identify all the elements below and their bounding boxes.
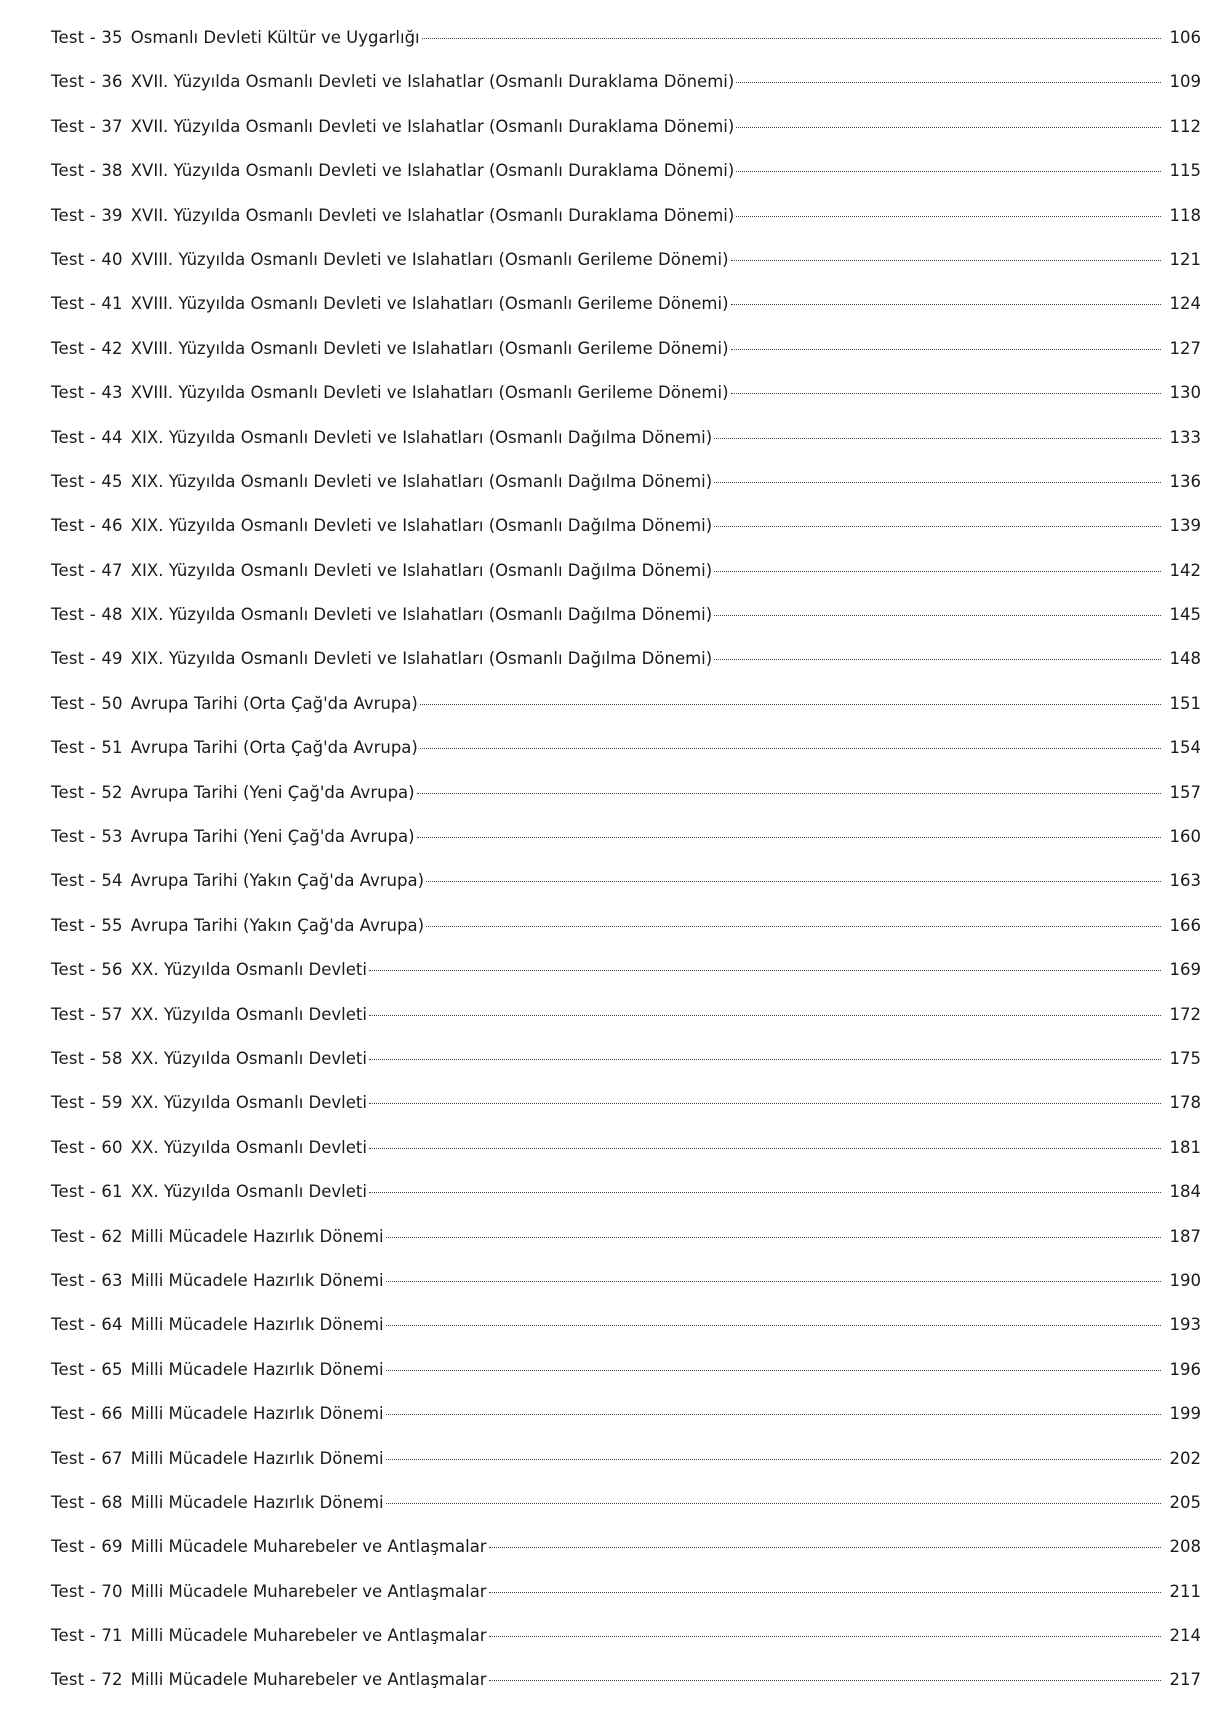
dot-leader — [369, 970, 1161, 971]
test-number: Test - 56 — [51, 960, 123, 980]
test-number: Test - 63 — [51, 1270, 123, 1290]
dot-leader — [736, 127, 1161, 128]
page-number: 136 — [1169, 471, 1201, 491]
test-title: Milli Mücadele Hazırlık Dönemi — [130, 1359, 384, 1379]
page-number: 112 — [1169, 116, 1201, 136]
test-number: Test - 48 — [51, 605, 123, 625]
toc-entry[interactable] — [51, 738, 1201, 782]
test-title: XVIII. Yüzyılda Osmanlı Devleti ve Islahatları (Osmanlı Gerileme Dönemi) — [130, 249, 729, 269]
toc-entry[interactable] — [51, 649, 1201, 693]
dot-leader — [736, 216, 1161, 217]
page-number: 124 — [1169, 294, 1201, 314]
test-title: XVII. Yüzyılda Osmanlı Devleti ve Islahatlar (Osmanlı Duraklama Dönemi) — [130, 205, 735, 225]
page-number: 196 — [1169, 1359, 1201, 1379]
page-number: 142 — [1169, 560, 1201, 580]
test-title: Milli Mücadele Hazırlık Dönemi — [130, 1492, 384, 1512]
dot-leader — [714, 659, 1161, 660]
page-number: 214 — [1169, 1626, 1201, 1646]
dot-leader — [731, 304, 1161, 305]
toc-entry[interactable] — [51, 1271, 1201, 1315]
toc-entry[interactable] — [51, 1360, 1201, 1404]
test-number: Test - 47 — [51, 560, 123, 580]
test-title: XIX. Yüzyılda Osmanlı Devleti ve Islahatları (Osmanlı Dağılma Dönemi) — [130, 560, 713, 580]
dot-leader — [736, 82, 1161, 83]
dot-leader — [422, 38, 1161, 39]
toc-entry[interactable] — [51, 1315, 1201, 1359]
page-number: 163 — [1169, 871, 1201, 891]
toc-entry[interactable] — [51, 1227, 1201, 1271]
page-number: 118 — [1169, 205, 1201, 225]
test-title: Milli Mücadele Hazırlık Dönemi — [130, 1315, 384, 1335]
page-number: 190 — [1169, 1270, 1201, 1290]
test-title: XIX. Yüzyılda Osmanlı Devleti ve Islahatları (Osmanlı Dağılma Dönemi) — [130, 649, 713, 669]
test-number: Test - 40 — [51, 249, 123, 269]
test-title: Milli Mücadele Muharebeler ve Antlaşmalar — [130, 1581, 487, 1601]
toc-entry[interactable] — [51, 1537, 1201, 1581]
page-number: 106 — [1169, 28, 1201, 47]
page-number: 121 — [1169, 249, 1201, 269]
test-title: XVIII. Yüzyılda Osmanlı Devleti ve Islahatları (Osmanlı Gerileme Dönemi) — [130, 294, 729, 314]
test-number: Test - 38 — [51, 161, 123, 181]
page-number: 211 — [1169, 1581, 1201, 1601]
test-title: XX. Yüzyılda Osmanlı Devleti — [130, 1182, 367, 1202]
page-number: 169 — [1169, 960, 1201, 980]
dot-leader — [369, 1103, 1161, 1104]
page-number: 130 — [1169, 383, 1201, 403]
page-number: 202 — [1169, 1448, 1201, 1468]
test-number: Test - 39 — [51, 205, 123, 225]
test-number: Test - 61 — [51, 1182, 123, 1202]
page-number: 181 — [1169, 1137, 1201, 1157]
test-title: Milli Mücadele Muharebeler ve Antlaşmalar — [130, 1670, 487, 1690]
test-title: XX. Yüzyılda Osmanlı Devleti — [130, 1093, 367, 1113]
test-title: XIX. Yüzyılda Osmanlı Devleti ve Islahatları (Osmanlı Dağılma Dönemi) — [130, 427, 713, 447]
test-number: Test - 36 — [51, 72, 123, 92]
page-number: 187 — [1169, 1226, 1201, 1246]
toc-entry[interactable] — [51, 1182, 1201, 1226]
dot-leader — [420, 748, 1161, 749]
toc-entry[interactable] — [51, 605, 1201, 649]
test-number: Test - 72 — [51, 1670, 123, 1690]
test-number: Test - 46 — [51, 516, 123, 536]
toc-entry[interactable] — [51, 960, 1201, 1004]
test-number: Test - 54 — [51, 871, 123, 891]
page-number: 148 — [1169, 649, 1201, 669]
test-number: Test - 35 — [51, 28, 123, 47]
dot-leader — [386, 1459, 1161, 1460]
test-number: Test - 50 — [51, 693, 123, 713]
test-number: Test - 45 — [51, 471, 123, 491]
dot-leader — [714, 615, 1161, 616]
toc-entry[interactable] — [51, 28, 1201, 72]
toc-entry[interactable] — [51, 383, 1201, 427]
test-title: Avrupa Tarihi (Yeni Çağ'da Avrupa) — [130, 827, 415, 847]
test-title: XX. Yüzyılda Osmanlı Devleti — [130, 960, 367, 980]
page-number: 109 — [1169, 72, 1201, 92]
dot-leader — [731, 260, 1161, 261]
test-number: Test - 49 — [51, 649, 123, 669]
test-title: Avrupa Tarihi (Orta Çağ'da Avrupa) — [130, 693, 418, 713]
test-title: XX. Yüzyılda Osmanlı Devleti — [130, 1004, 367, 1024]
dot-leader — [386, 1503, 1161, 1504]
dot-leader — [714, 571, 1161, 572]
page-number: 160 — [1169, 827, 1201, 847]
toc-entry[interactable] — [51, 117, 1201, 161]
test-title: Milli Mücadele Muharebeler ve Antlaşmalar — [130, 1537, 487, 1557]
toc-entry[interactable] — [51, 1093, 1201, 1137]
table-of-contents — [51, 28, 1201, 1715]
toc-entry[interactable] — [51, 250, 1201, 294]
page-number: 205 — [1169, 1492, 1201, 1512]
toc-entry[interactable] — [51, 1005, 1201, 1049]
test-number: Test - 70 — [51, 1581, 123, 1601]
test-number: Test - 53 — [51, 827, 123, 847]
toc-entry[interactable] — [51, 1404, 1201, 1448]
toc-entry[interactable] — [51, 516, 1201, 560]
toc-entry[interactable] — [51, 72, 1201, 116]
toc-entry[interactable] — [51, 294, 1201, 338]
page-number: 145 — [1169, 605, 1201, 625]
dot-leader — [369, 1059, 1161, 1060]
test-number: Test - 41 — [51, 294, 123, 314]
dot-leader — [386, 1370, 1161, 1371]
test-number: Test - 68 — [51, 1492, 123, 1512]
toc-entry[interactable] — [51, 694, 1201, 738]
page-number: 217 — [1169, 1670, 1201, 1690]
toc-entry[interactable] — [51, 161, 1201, 205]
toc-entry[interactable] — [51, 1049, 1201, 1093]
dot-leader — [714, 526, 1161, 527]
toc-entry[interactable] — [51, 1449, 1201, 1493]
page-number: 184 — [1169, 1182, 1201, 1202]
test-title: XIX. Yüzyılda Osmanlı Devleti ve Islahatları (Osmanlı Dağılma Dönemi) — [130, 516, 713, 536]
test-number: Test - 67 — [51, 1448, 123, 1468]
dot-leader — [386, 1414, 1161, 1415]
test-title: XIX. Yüzyılda Osmanlı Devleti ve Islahatları (Osmanlı Dağılma Dönemi) — [130, 471, 713, 491]
toc-entry[interactable] — [51, 1670, 1201, 1714]
test-title: Avrupa Tarihi (Orta Çağ'da Avrupa) — [130, 738, 418, 758]
toc-entry[interactable] — [51, 916, 1201, 960]
dot-leader — [489, 1592, 1161, 1593]
dot-leader — [736, 171, 1161, 172]
page-number: 154 — [1169, 738, 1201, 758]
page-number: 175 — [1169, 1048, 1201, 1068]
page-number: 157 — [1169, 782, 1201, 802]
test-number: Test - 69 — [51, 1537, 123, 1557]
test-title: XIX. Yüzyılda Osmanlı Devleti ve Islahatları (Osmanlı Dağılma Dönemi) — [130, 605, 713, 625]
toc-entry[interactable] — [51, 561, 1201, 605]
test-title: Avrupa Tarihi (Yeni Çağ'da Avrupa) — [130, 782, 415, 802]
page-number: 127 — [1169, 338, 1201, 358]
test-number: Test - 65 — [51, 1359, 123, 1379]
page-number: 115 — [1169, 161, 1201, 181]
toc-entry[interactable] — [51, 472, 1201, 516]
test-title: XVIII. Yüzyılda Osmanlı Devleti ve Islahatları (Osmanlı Gerileme Dönemi) — [130, 383, 729, 403]
page-number: 151 — [1169, 693, 1201, 713]
test-title: XVII. Yüzyılda Osmanlı Devleti ve Islahatlar (Osmanlı Duraklama Dönemi) — [130, 116, 735, 136]
toc-entry[interactable] — [51, 1582, 1201, 1626]
page-number: 172 — [1169, 1004, 1201, 1024]
dot-leader — [714, 482, 1161, 483]
test-number: Test - 42 — [51, 338, 123, 358]
test-title: Milli Mücadele Hazırlık Dönemi — [130, 1404, 384, 1424]
test-title: Milli Mücadele Muharebeler ve Antlaşmalar — [130, 1626, 487, 1646]
dot-leader — [714, 438, 1161, 439]
page-number: 193 — [1169, 1315, 1201, 1335]
dot-leader — [426, 926, 1161, 927]
toc-entry[interactable] — [51, 1493, 1201, 1537]
toc-entry[interactable] — [51, 1138, 1201, 1182]
dot-leader — [489, 1636, 1161, 1637]
toc-entry[interactable] — [51, 339, 1201, 383]
test-number: Test - 59 — [51, 1093, 123, 1113]
page-number: 199 — [1169, 1404, 1201, 1424]
dot-leader — [369, 1015, 1161, 1016]
dot-leader — [369, 1148, 1161, 1149]
test-number: Test - 66 — [51, 1404, 123, 1424]
test-number: Test - 71 — [51, 1626, 123, 1646]
dot-leader — [426, 881, 1161, 882]
test-number: Test - 37 — [51, 116, 123, 136]
test-title: Avrupa Tarihi (Yakın Çağ'da Avrupa) — [130, 915, 425, 935]
toc-entry[interactable] — [51, 206, 1201, 250]
test-title: Avrupa Tarihi (Yakın Çağ'da Avrupa) — [130, 871, 425, 891]
dot-leader — [489, 1547, 1161, 1548]
page-number: 208 — [1169, 1537, 1201, 1557]
toc-entry[interactable] — [51, 1626, 1201, 1670]
test-title: Milli Mücadele Hazırlık Dönemi — [130, 1448, 384, 1468]
dot-leader — [417, 837, 1161, 838]
dot-leader — [731, 393, 1161, 394]
toc-entry[interactable] — [51, 428, 1201, 472]
test-title: XX. Yüzyılda Osmanlı Devleti — [130, 1137, 367, 1157]
toc-entry[interactable] — [51, 827, 1201, 871]
dot-leader — [386, 1325, 1161, 1326]
toc-entry[interactable] — [51, 783, 1201, 827]
test-title: Milli Mücadele Hazırlık Dönemi — [130, 1270, 384, 1290]
test-number: Test - 64 — [51, 1315, 123, 1335]
test-title: Osmanlı Devleti Kültür ve Uygarlığı — [130, 28, 420, 47]
dot-leader — [417, 793, 1161, 794]
test-number: Test - 60 — [51, 1137, 123, 1157]
test-title: XVIII. Yüzyılda Osmanlı Devleti ve Islahatları (Osmanlı Gerileme Dönemi) — [130, 338, 729, 358]
dot-leader — [369, 1192, 1161, 1193]
test-title: XX. Yüzyılda Osmanlı Devleti — [130, 1048, 367, 1068]
test-number: Test - 62 — [51, 1226, 123, 1246]
page-number: 133 — [1169, 427, 1201, 447]
test-number: Test - 43 — [51, 383, 123, 403]
dot-leader — [489, 1680, 1161, 1681]
dot-leader — [386, 1237, 1161, 1238]
test-number: Test - 57 — [51, 1004, 123, 1024]
test-title: XVII. Yüzyılda Osmanlı Devleti ve Islahatlar (Osmanlı Duraklama Dönemi) — [130, 161, 735, 181]
dot-leader — [731, 349, 1161, 350]
toc-entry[interactable] — [51, 871, 1201, 915]
page-number: 166 — [1169, 915, 1201, 935]
test-title: XVII. Yüzyılda Osmanlı Devleti ve Islahatlar (Osmanlı Duraklama Dönemi) — [130, 72, 735, 92]
page-number: 178 — [1169, 1093, 1201, 1113]
dot-leader — [420, 704, 1161, 705]
test-number: Test - 58 — [51, 1048, 123, 1068]
dot-leader — [386, 1281, 1161, 1282]
test-number: Test - 51 — [51, 738, 123, 758]
test-number: Test - 55 — [51, 915, 123, 935]
test-number: Test - 44 — [51, 427, 123, 447]
page-number: 139 — [1169, 516, 1201, 536]
test-number: Test - 52 — [51, 782, 123, 802]
test-title: Milli Mücadele Hazırlık Dönemi — [130, 1226, 384, 1246]
